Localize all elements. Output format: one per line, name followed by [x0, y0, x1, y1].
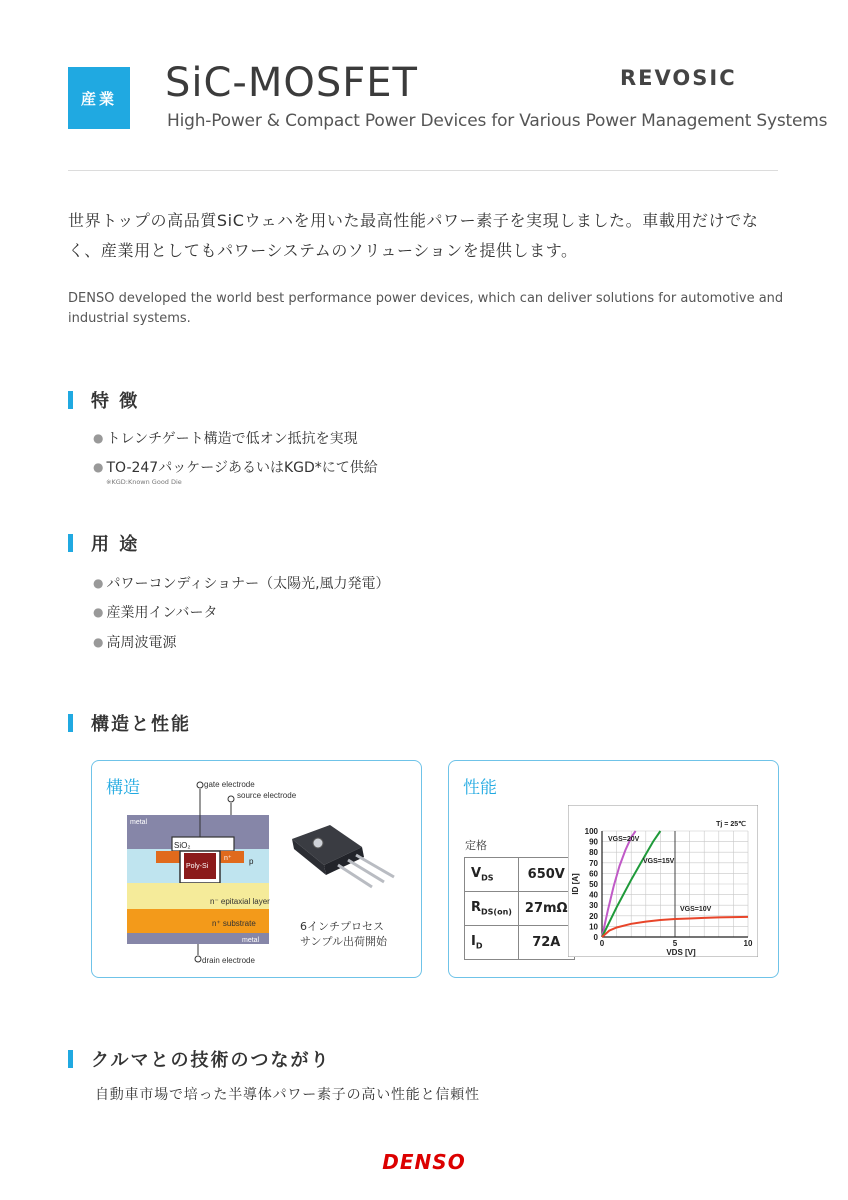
to247-package-picture — [292, 825, 394, 887]
y-tick-label: 80 — [589, 848, 598, 858]
product-caption-line: 6インチプロセス — [300, 920, 384, 933]
heading-bar — [68, 1050, 73, 1068]
y-tick-label: 50 — [589, 880, 598, 889]
iv-characteristic-chart — [568, 805, 758, 957]
epi-label: n⁻ epitaxial layer — [210, 897, 270, 906]
y-tick-label: 90 — [589, 837, 598, 847]
header-divider — [68, 170, 778, 171]
list-item-text: パワーコンディショナー（太陽光,風力発電） — [106, 576, 390, 592]
polysi-label: Poly-Si — [186, 863, 209, 870]
lead-text-jp: 世界トップの高品質SiCウェハを用いた最高性能パワー素子を実現しました。車載用だけでなく、産業用としてもパワーシステムのソリューションを提供します。 — [68, 211, 759, 260]
page-subtitle: High-Power & Compact Power Devices for Various Power Management Systems — [167, 111, 828, 131]
y-axis-label: ID [A] — [571, 873, 580, 895]
y-tick-label: 20 — [589, 911, 598, 921]
footnote: ※KGD:Known Good Die — [106, 478, 182, 486]
spec-symbol: $R_{DS(on)}$ — [465, 892, 519, 926]
revosic-logo: REVOSIC — [620, 66, 737, 90]
p-label: p — [249, 857, 254, 866]
nplus-label: n⁺ — [224, 855, 232, 862]
spec-caption: 定格 — [465, 839, 487, 852]
product-caption — [300, 919, 387, 949]
y-tick-label: 100 — [584, 827, 598, 836]
substrate-label: n⁺ substrate — [212, 919, 256, 928]
list-item: ● 高周波電源 — [93, 632, 176, 652]
y-tick-label: 70 — [589, 858, 598, 868]
gate-terminal — [197, 782, 203, 788]
metal-bottom-label: metal — [242, 937, 260, 944]
x-axis-label: VDS [V] — [666, 948, 696, 957]
page-title: SiC-MOSFET — [165, 60, 418, 106]
spec-value: 27mΩ — [518, 892, 574, 926]
performance-panel-title: 性能 — [463, 778, 497, 798]
temperature-annotation: Tj = 25℃ — [716, 821, 746, 828]
lead-text-en: DENSO developed the world best performance power devices, which can deliver solutions for automotive and industrial systems. — [68, 291, 784, 326]
car-heading — [68, 1046, 330, 1072]
list-item: ● トレンチゲート構造で低オン抵抗を実現 — [93, 428, 358, 448]
product-caption-line: サンプル出荷開始 — [300, 935, 388, 948]
x-tick-label: 0 — [599, 939, 605, 948]
drain-label: drain electrode — [202, 956, 255, 965]
list-item: ● パワーコンディショナー（太陽光,風力発電） — [93, 573, 390, 593]
spec-table — [464, 857, 575, 960]
car-section-text: 自動車市場で培った半導体パワー素子の高い性能と信頼性 — [95, 1087, 480, 1103]
structure-panel-title: 構造 — [106, 778, 140, 798]
y-tick-label: 0 — [593, 933, 598, 942]
gate-label: gate electrode — [204, 780, 255, 789]
structure-heading — [68, 710, 191, 736]
spec-value: 72A — [518, 926, 574, 960]
denso-logo: DENSO — [382, 1150, 466, 1174]
applications-heading-label: 用 途 — [91, 534, 140, 555]
drain-terminal — [195, 956, 201, 962]
heading-bar — [68, 534, 73, 552]
table-row — [465, 858, 575, 892]
table-row — [465, 926, 575, 960]
metal-top-label: metal — [130, 819, 148, 826]
y-tick-label: 40 — [589, 890, 598, 900]
list-item: ● TO-247パッケージあるいはKGD*にて供給 — [93, 457, 378, 477]
spec-value: 650V — [518, 858, 574, 892]
table-row — [465, 892, 575, 926]
series-label: VGS=10V — [680, 906, 712, 913]
car-heading-label: クルマとの技術のつながり — [91, 1050, 331, 1071]
source-terminal — [228, 796, 234, 802]
y-tick-label: 30 — [589, 901, 598, 911]
list-item-text: TO-247パッケージあるいはKGD*にて供給 — [106, 460, 378, 476]
list-item-text: 高周波電源 — [106, 635, 177, 651]
spec-symbol: $V_{DS}$ — [465, 858, 519, 892]
sio2-label: SiO₂ — [174, 841, 191, 850]
category-badge: 産業 — [68, 67, 130, 129]
nplus-left — [156, 851, 180, 863]
heading-bar — [68, 714, 73, 732]
performance-panel — [448, 760, 779, 978]
y-tick-label: 10 — [589, 922, 598, 932]
features-heading — [68, 387, 139, 413]
x-tick-label: 5 — [672, 939, 678, 948]
structure-heading-label: 構造と性能 — [91, 714, 191, 735]
list-item: ● 産業用インバータ — [93, 602, 218, 622]
structure-panel — [91, 760, 422, 978]
features-heading-label: 特 徴 — [91, 391, 140, 412]
applications-heading — [68, 530, 139, 556]
series-label: VGS=15V — [643, 858, 675, 865]
heading-bar — [68, 391, 73, 409]
source-label: source electrode — [237, 791, 297, 800]
list-item-text: 産業用インバータ — [106, 605, 218, 621]
list-item-text: トレンチゲート構造で低オン抵抗を実現 — [106, 431, 358, 447]
x-tick-label: 10 — [743, 939, 753, 948]
spec-symbol: $I_D$ — [465, 926, 519, 960]
series-label: VGS=20V — [608, 836, 640, 843]
y-tick-label: 60 — [589, 869, 598, 879]
